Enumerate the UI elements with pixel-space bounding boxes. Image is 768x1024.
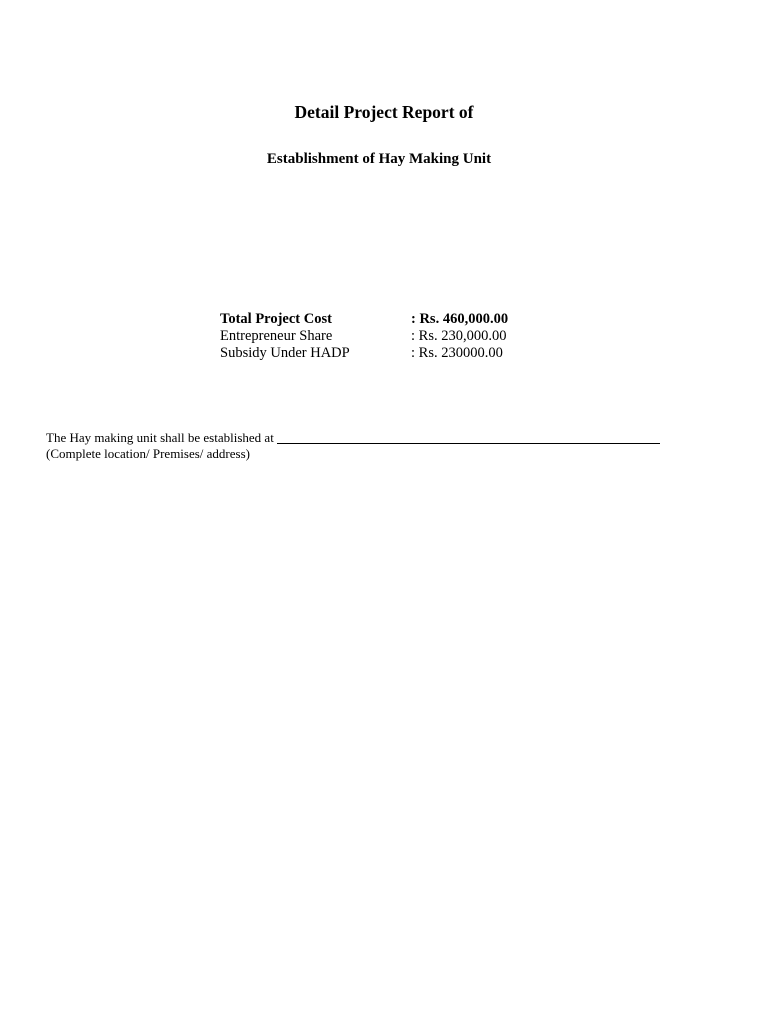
cost-value: : Rs. 230000.00 xyxy=(411,345,503,361)
cost-label: Entrepreneur Share xyxy=(220,328,333,344)
cost-row-entrepreneur-share xyxy=(220,328,508,345)
cost-row-subsidy-under-hadp xyxy=(220,345,508,362)
document-subtitle: Establishment of Hay Making Unit xyxy=(266,151,492,167)
cost-label: Subsidy Under HADP xyxy=(220,345,350,361)
cost-row-total-project-cost xyxy=(220,311,508,328)
document-title: Detail Project Report of xyxy=(294,102,474,122)
cost-summary-table xyxy=(220,311,508,362)
cost-value: : Rs. 230,000.00 xyxy=(411,328,507,344)
location-blank-line xyxy=(277,431,660,444)
location-sentence: The Hay making unit shall be established at xyxy=(46,430,274,445)
location-section xyxy=(46,430,660,461)
cost-value: : Rs. 460,000.00 xyxy=(411,311,509,327)
location-line xyxy=(46,430,660,446)
cost-label: Total Project Cost xyxy=(220,311,332,327)
location-note: (Complete location/ Premises/ address) xyxy=(46,445,250,461)
